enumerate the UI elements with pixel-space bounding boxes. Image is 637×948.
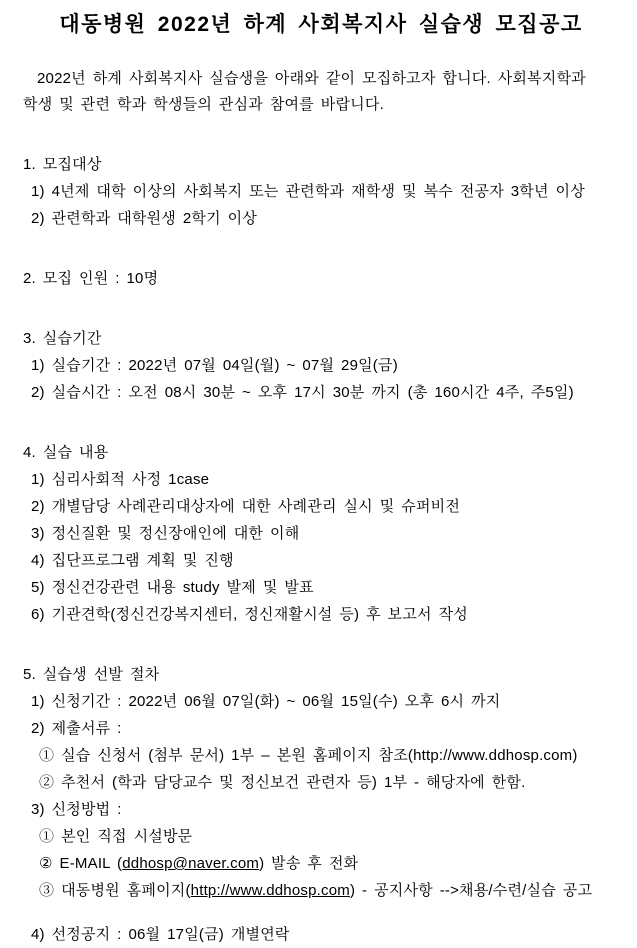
line-text: ③ 대동병원 홈페이지( bbox=[39, 882, 191, 899]
section-heading: 4. 실습 내용 bbox=[23, 444, 109, 461]
intro-paragraph: 2022년 하계 사회복지사 실습생을 아래와 같이 모집하고자 합니다. 사회복지학과 학생 및 관련 학과 학생들의 관심과 참여를 바랍니다. bbox=[23, 70, 586, 113]
section-heading: 1. 모집대상 bbox=[23, 156, 102, 173]
list-item: 1) 실습기간 : 2022년 07월 04일(월) ~ 07월 29일(금) bbox=[31, 357, 398, 374]
line-text: ② E-MAIL ( bbox=[39, 855, 123, 872]
list-item: 2) 개별담당 사례관리대상자에 대한 사례관리 실시 및 슈퍼비전 bbox=[31, 498, 461, 515]
section-4 bbox=[23, 439, 619, 628]
section-5 bbox=[23, 661, 619, 948]
list-item: 5) 정신건강관련 내용 study 발제 및 발표 bbox=[31, 579, 314, 596]
list-item: ① 본인 직접 시설방문 bbox=[39, 828, 193, 845]
line-text: ) - 공지사항 -->채용/수련/실습 공고 bbox=[349, 882, 593, 899]
section-heading: 5. 실습생 선발 절차 bbox=[23, 666, 160, 683]
list-item bbox=[23, 877, 619, 904]
section-2 bbox=[23, 265, 619, 292]
hyperlink-text[interactable]: http://www.ddhosp.com bbox=[190, 882, 350, 899]
section-3 bbox=[23, 325, 619, 406]
list-item: ② 추천서 (학과 담당교수 및 정신보건 관련자 등) 1부 - 해당자에 한함. bbox=[39, 774, 526, 791]
hyperlink-text[interactable]: ddhosp@naver.com bbox=[122, 855, 260, 872]
list-item: 3) 정신질환 및 정신장애인에 대한 이해 bbox=[31, 525, 300, 542]
list-item: 1) 심리사회적 사정 1case bbox=[31, 471, 210, 488]
list-item: 2) 관련학과 대학원생 2학기 이상 bbox=[31, 210, 258, 227]
list-item: 2) 제출서류 : bbox=[31, 720, 122, 737]
list-item: ① 실습 신청서 (첨부 문서) 1부 – 본원 홈페이지 참조(http://www.ddhosp.com) bbox=[39, 747, 578, 764]
page-title: 대동병원 2022년 하계 사회복지사 실습생 모집공고 bbox=[59, 13, 583, 36]
section-1 bbox=[23, 151, 619, 232]
list-item: 1) 신청기간 : 2022년 06월 07일(화) ~ 06월 15일(수) 오후 6시 까지 bbox=[31, 693, 501, 710]
list-item: 1) 4년제 대학 이상의 사회복지 또는 관련학과 재학생 및 복수 전공자 3학년 이상 bbox=[31, 183, 585, 200]
sections-container bbox=[23, 151, 619, 948]
list-item: 4) 선정공지 : 06월 17일(금) 개별연락 bbox=[31, 926, 290, 943]
list-item: 4) 집단프로그램 계획 및 진행 bbox=[31, 552, 234, 569]
section-heading: 3. 실습기간 bbox=[23, 330, 102, 347]
list-item: 2) 실습시간 : 오전 08시 30분 ~ 오후 17시 30분 까지 (총 160시간 4주, 주5일) bbox=[31, 384, 574, 401]
section-heading: 2. 모집 인원 : 10명 bbox=[23, 270, 159, 287]
line-text: ) 발송 후 전화 bbox=[259, 855, 359, 872]
list-item: 3) 신청방법 : bbox=[31, 801, 122, 818]
list-item: 6) 기관견학(정신건강복지센터, 정신재활시설 등) 후 보고서 작성 bbox=[31, 606, 468, 623]
list-item bbox=[23, 850, 619, 877]
